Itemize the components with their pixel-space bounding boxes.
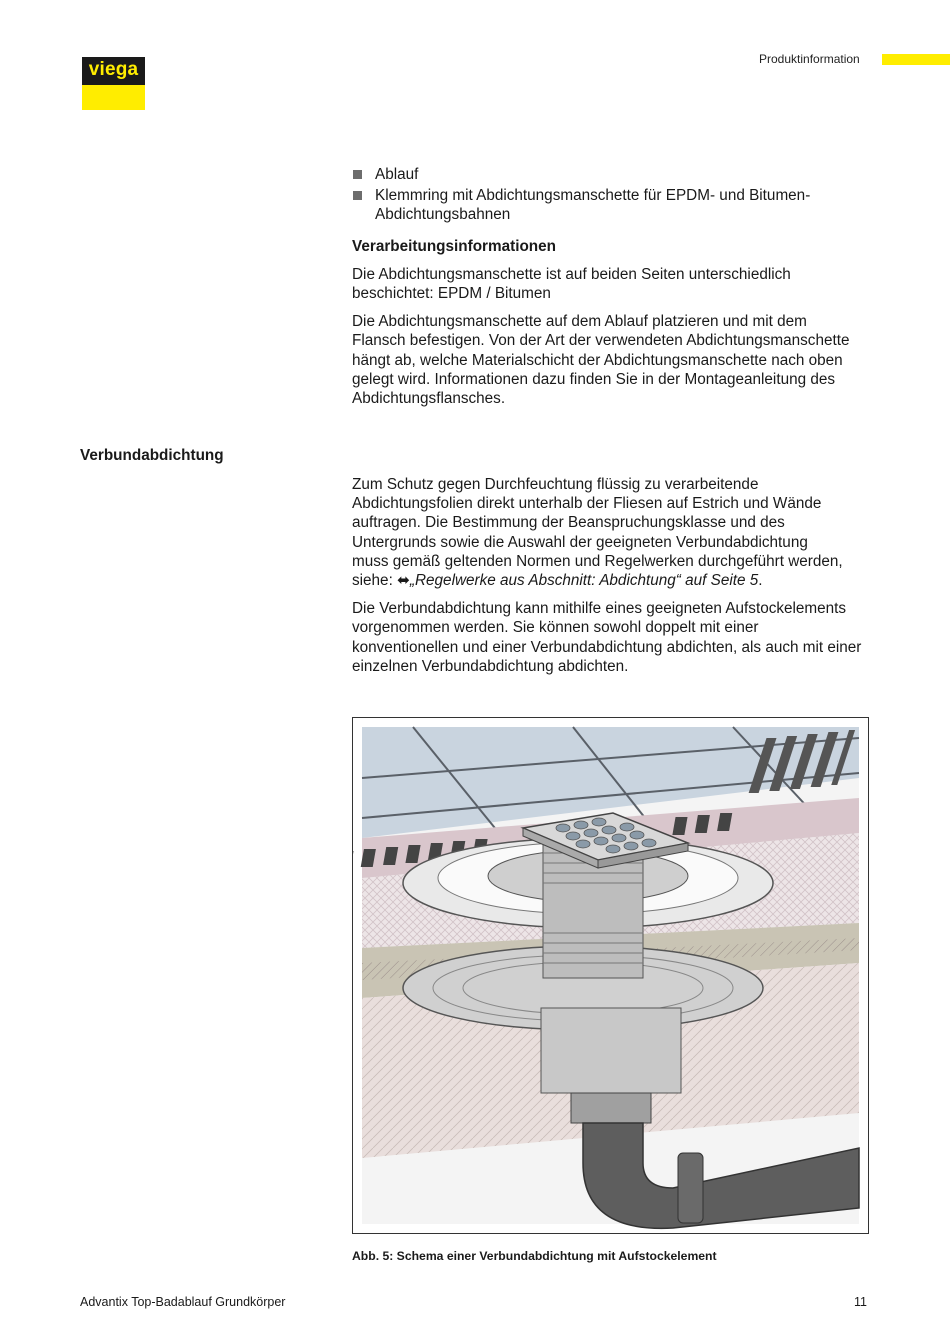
section-body [352, 475, 872, 676]
processing-paragraph-2: Die Abdichtungsmanschette auf dem Ablauf platzieren und mit dem Flansch befestigen. Von der Art der verwendeten Abdichtungsmanschette hängt ab, welche Materialschicht der Abdichtungsmanschette nach oben gelegt wird. Informationen dazu finden Sie in der Montageanleitung des Abdichtungsflansches. [352, 313, 850, 408]
sentence-end: . [758, 572, 763, 590]
footer-doc-title: Advantix Top-Badablauf Grundkörper [80, 1295, 286, 1309]
section-paragraph-1 [352, 475, 847, 590]
section-paragraph-1-text: Zum Schutz gegen Durchfeuchtung flüssig zu verarbeitende Abdichtungsfolien direkt unterhalb der Fliesen auf Estrich und Wände auftragen. Die Bestimmung der Beanspruchungsklasse und des Untergrunds sowie die Auswahl der geeigneten Verbundabdichtung muss gemäß geltenden Normen und Regelwerken durchgeführt werden, siehe: [352, 476, 843, 590]
header-yellow-bar [882, 54, 950, 65]
drain-illustration [353, 718, 868, 1233]
processing-paragraph-1: Die Abdichtungsmanschette ist auf beiden Seiten unterschiedlich beschichtet: EPDM / Bitumen [352, 265, 791, 303]
intro-block [352, 165, 872, 408]
viega-logo [82, 57, 145, 110]
cross-reference-link[interactable]: „Regelwerke aus Abschnitt: Abdichtung“ auf Seite 5 [409, 572, 759, 590]
reference-arrow-icon: ⬌ [397, 572, 410, 590]
footer-page-number: 11 [854, 1295, 867, 1309]
logo-text: viega [82, 57, 145, 85]
figure-caption: Abb. 5: Schema einer Verbundabdichtung mit Aufstockelement [352, 1249, 717, 1263]
figure-illustration [352, 717, 869, 1234]
intro-list [352, 165, 872, 225]
section-paragraph-2: Die Verbundabdichtung kann mithilfe eines geeigneten Aufstockelements vorgenommen werden. Sie können sowohl doppelt mit einer konventionellen und einer Verbundabdichtung abdichten, als auch mit einer einzelnen Verbundabdichtung abdichten. [352, 600, 862, 675]
section-title: Verbundabdichtung [80, 447, 224, 464]
processing-heading: Verarbeitungsinformationen [352, 237, 556, 255]
logo-yellow-block [82, 85, 145, 110]
list-item: Ablauf [352, 165, 872, 184]
header-section-label: Produktinformation [759, 52, 860, 66]
list-item: Klemmring mit Abdichtungsmanschette für EPDM- und Bitumen-Abdichtungsbahnen [352, 186, 845, 224]
